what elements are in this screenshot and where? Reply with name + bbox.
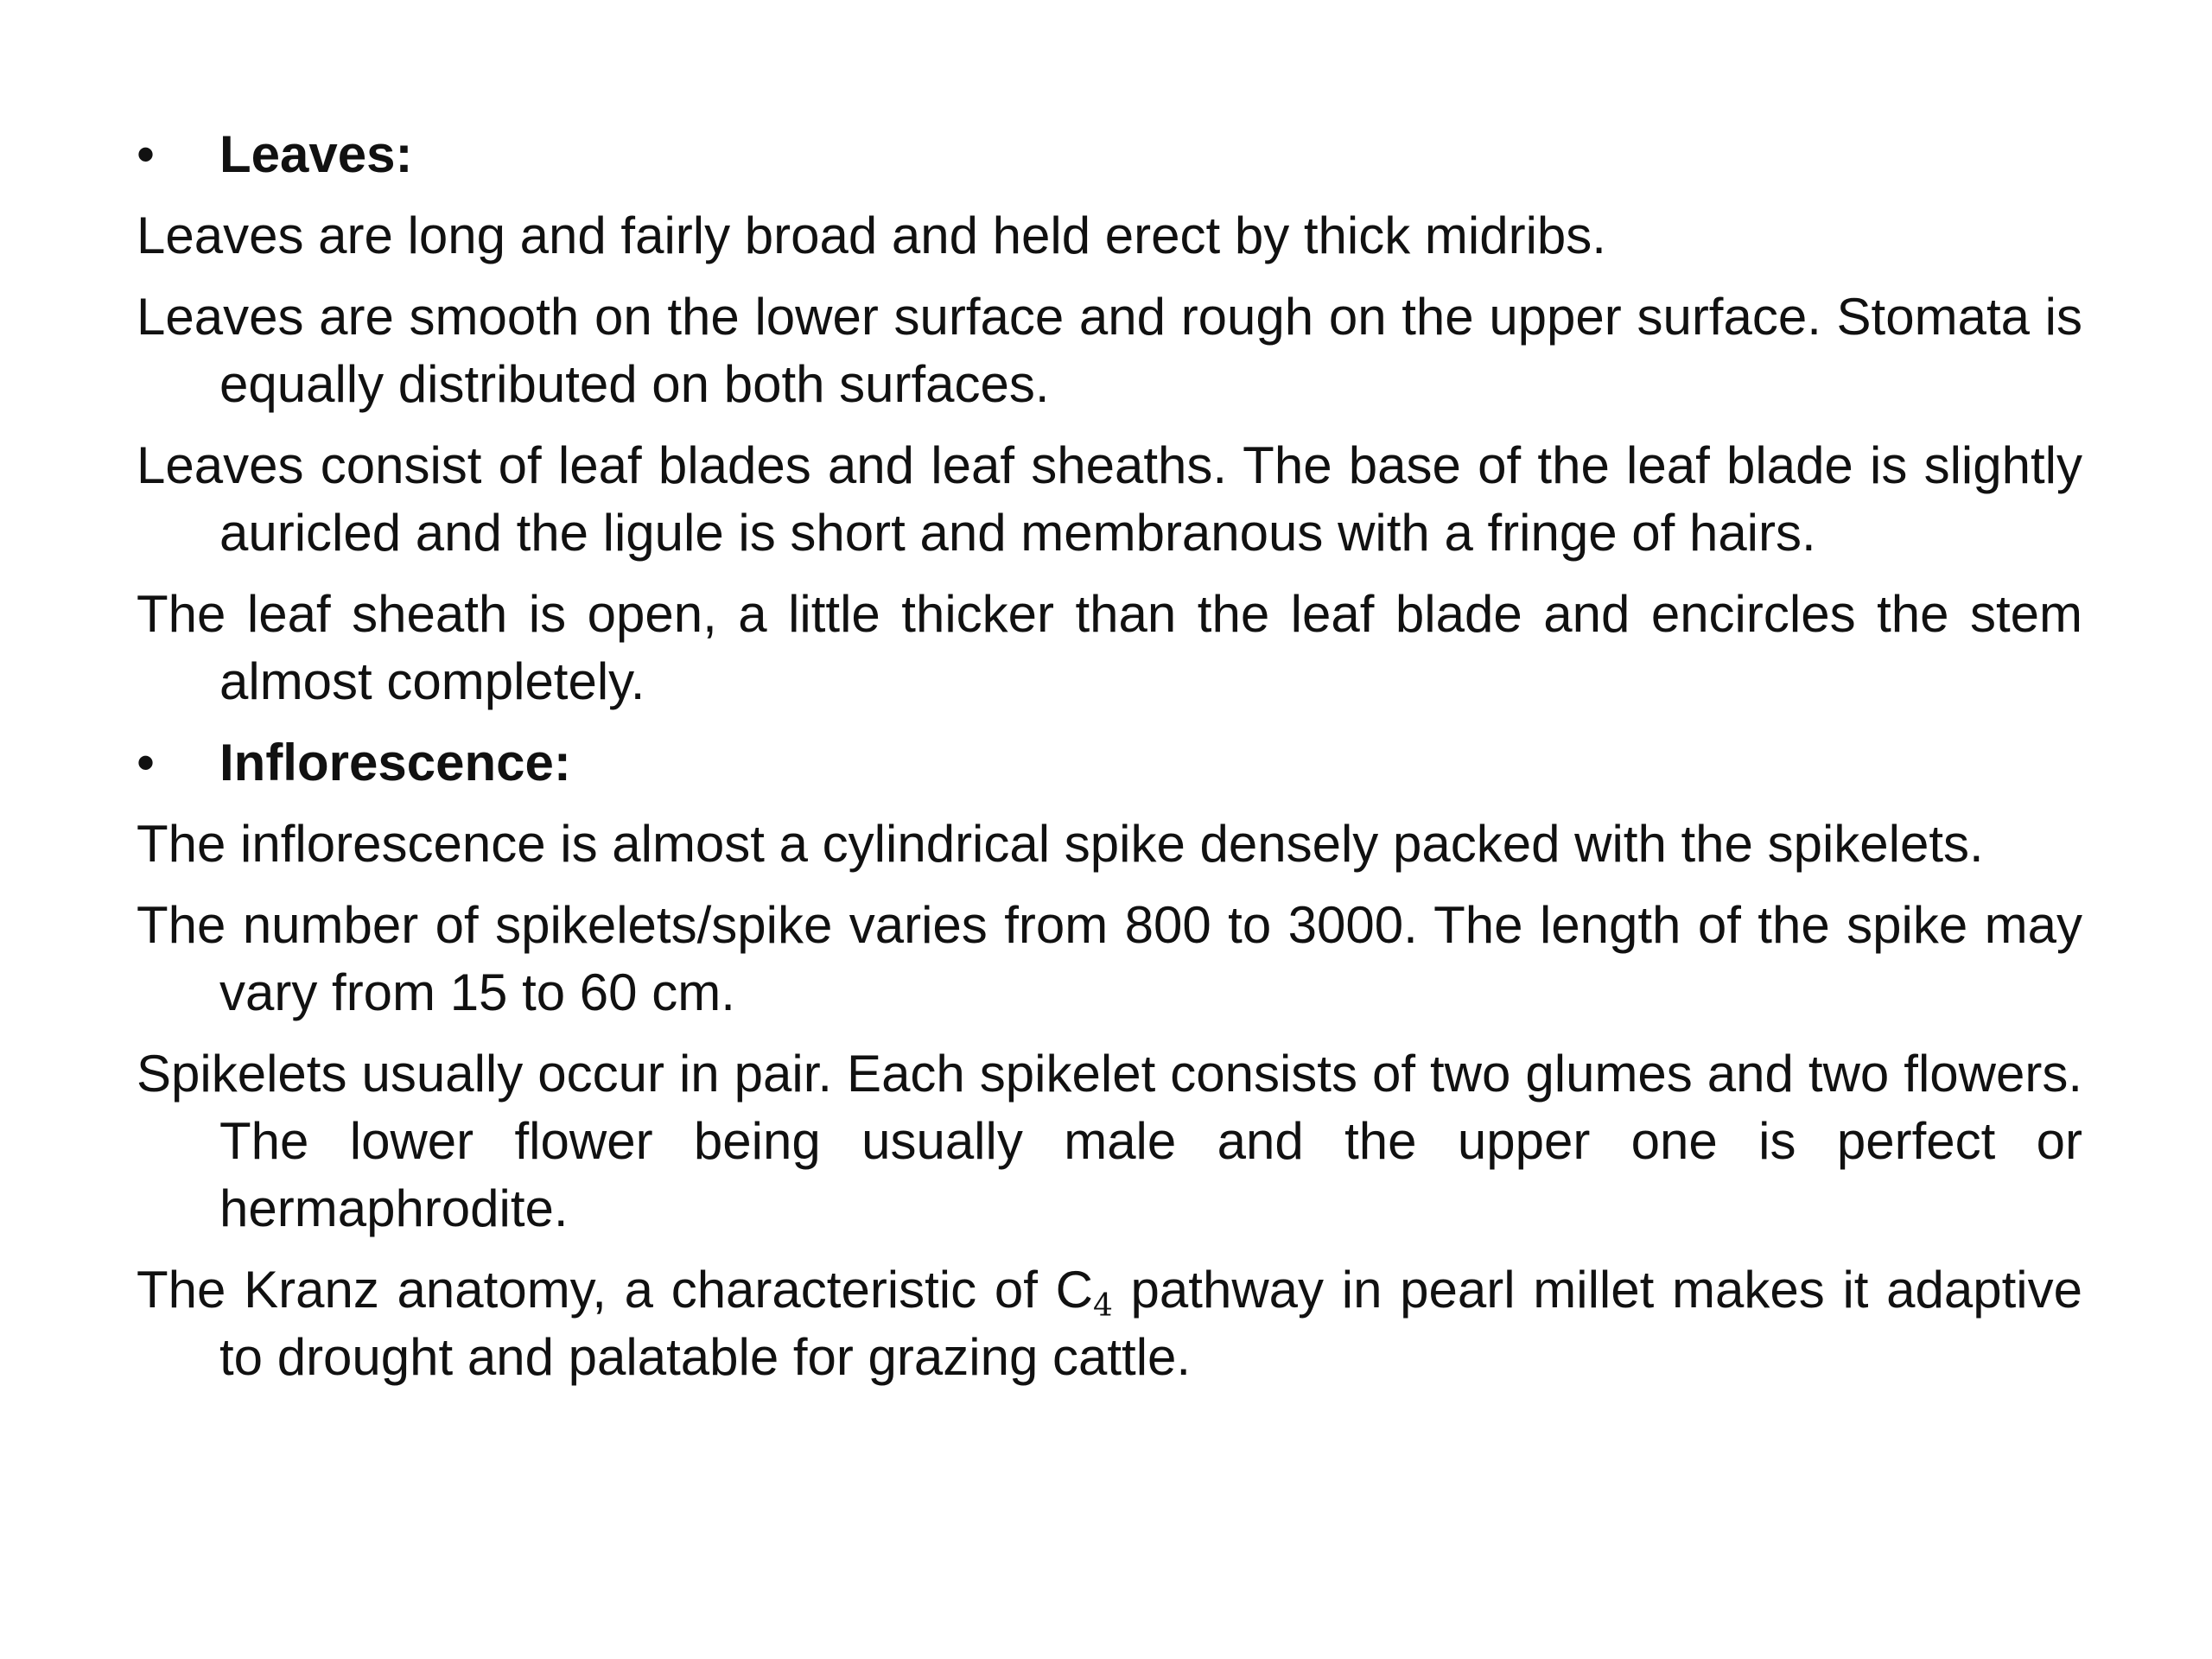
paragraph: The number of spikelets/spike varies from 800 to 3000. The length of the spike may vary from 15 to 60 cm. xyxy=(137,896,2082,1021)
paragraph: Leaves are long and fairly broad and held erect by thick midribs. xyxy=(137,207,1606,264)
kranz-text-after: pathway in pearl millet makes it adaptive to drought and palatable for grazing cattle. xyxy=(219,1261,2083,1386)
kranz-text-before: The Kranz anatomy, a characteristic of C xyxy=(137,1261,1093,1319)
heading-text: Leaves: xyxy=(219,125,413,183)
section-heading-leaves xyxy=(137,121,2082,188)
paragraph: The inflorescence is almost a cylindrical spike densely packed with the spikelets. xyxy=(137,815,1984,873)
kranz-subscript: 4 xyxy=(1092,1288,1113,1324)
paragraph-kranz xyxy=(137,1256,2082,1391)
paragraph: Leaves consist of leaf blades and leaf sheaths. The base of the leaf blade is slightly auricled and the ligule is short and membranous with a fringe of hairs. xyxy=(137,436,2082,562)
bullet-icon: • xyxy=(137,125,156,183)
heading-text: Inflorescence: xyxy=(219,734,571,791)
paragraph: Spikelets usually occur in pair. Each spikelet consists of two glumes and two flowers. The lower flower being usually male and the upper one is perfect or hermaphrodite. xyxy=(137,1045,2082,1237)
slide-content xyxy=(137,121,2082,1391)
paragraph: Leaves are smooth on the lower surface and rough on the upper surface. Stomata is equally distributed on both surfaces. xyxy=(137,288,2082,413)
paragraph: The leaf sheath is open, a little thicker than the leaf blade and encircles the stem almost completely. xyxy=(137,585,2082,710)
bullet-icon: • xyxy=(137,734,156,791)
section-heading-inflorescence xyxy=(137,729,2082,797)
